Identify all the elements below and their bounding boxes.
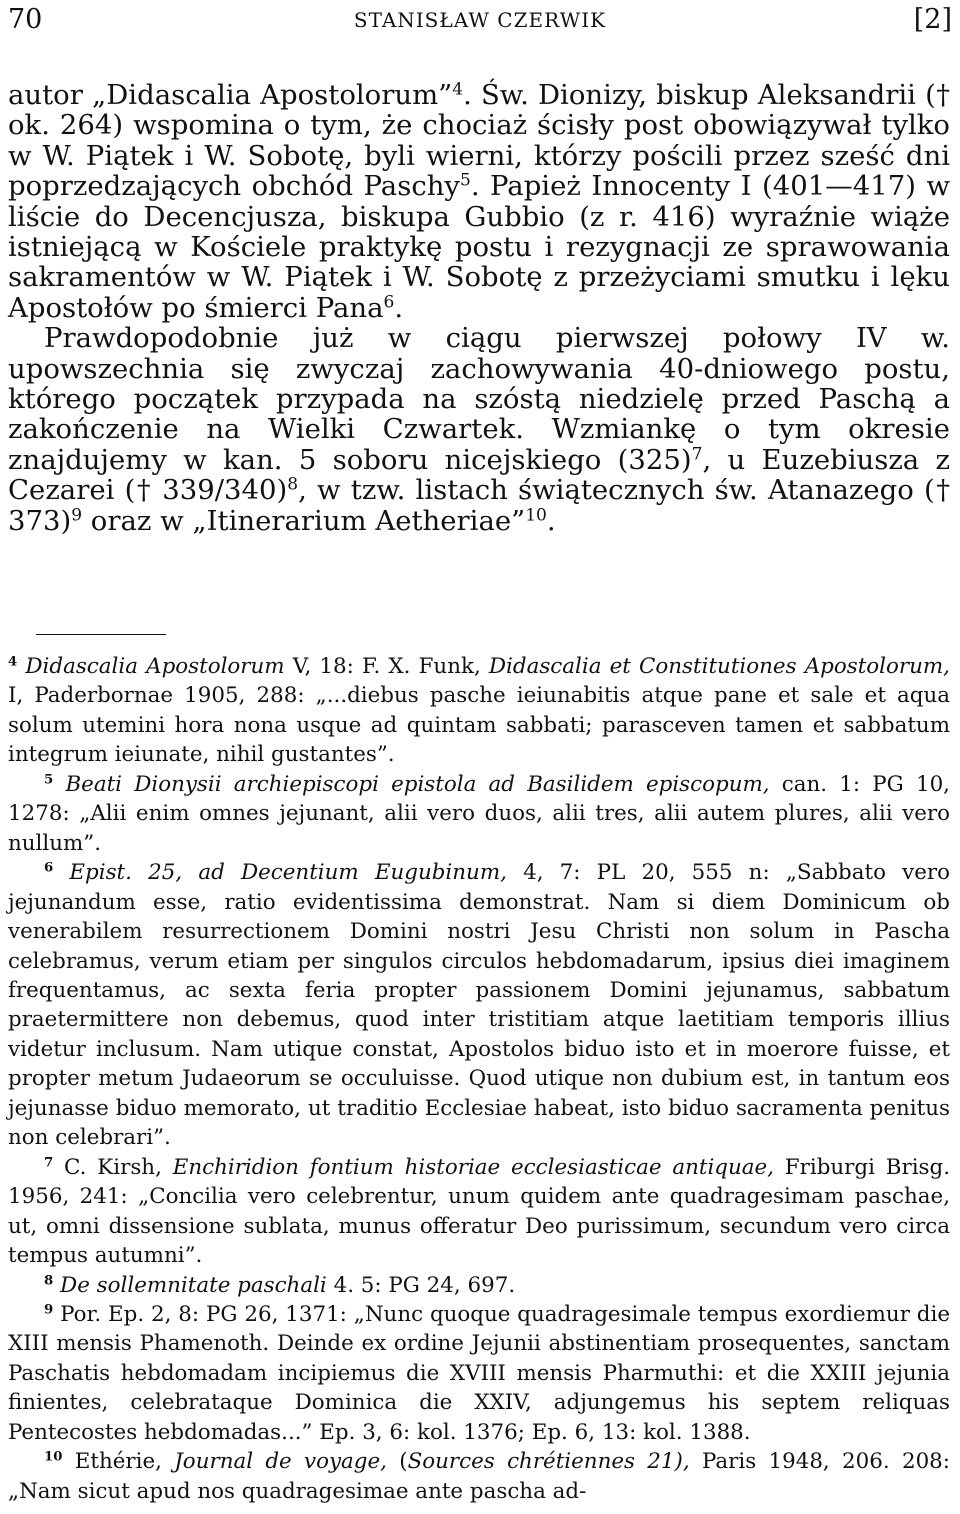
- footnote-ref[interactable]: 8: [287, 474, 299, 495]
- footnote: $^4$ Didascalia Apostolorum V, 18: F. X. Funk, Didascalia et Constitutiones Apostolorum, I, Paderbornae 1905, 288: „...diebus pasche ieiunabitis atque pane et sale et aqua solum utemini hora nona usque ad quintam sabbati; parasceven tamen et sabbatum integrum ieiunate, nihil gustantes”.: [8, 654, 950, 768]
- footnote-ref[interactable]: 7: [691, 444, 703, 465]
- footnote-ref[interactable]: 10: [525, 505, 547, 526]
- footnote-number: 4: [8, 654, 18, 670]
- page-header: [0, 4, 960, 44]
- footnote-number: 8: [44, 1273, 54, 1289]
- paragraph: Prawdopodobnie już w ciągu pierwszej połowy IV w. upowszechnia się zwyczaj zachowywania 40-dniowego postu, którego początek przypada na szóstą niedzielę przed Paschą a zakończenie na Wielki Czwartek. Wzmiankę o tym okresie znajdujemy w kan. 5 soboru nicejskiego $(325)^7$, u Euzebiusza z Cezarei († 339/340)$^8$, w tzw. listach świątecznych św. Atanazego († 373)$^9$ oraz w „Itinerarium Aetheriae”$^{10}$.: [8, 322, 950, 537]
- footnote-number: 10: [44, 1449, 63, 1465]
- paragraph: autor „Didascalia Apostolorum”$^4$. Św. Dionizy, biskup Aleksandrii († ok. 264) wspomina o tym, że chociaż ścisły post obowiązywał tylko w W. Piątek i W. Sobotę, byli wierni, którzy pościli przez sześć dni poprzedzających obchód Paschy$^5$. Papież Innocenty I (401—417) w liście do Decencjusza, biskupa Gubbio (z r. 416) wyraźnie wiąże istniejącą w Kościele praktykę postu i rezygnacji ze sprawowania sakramentów w W. Piątek i W. Sobotę z przeżyciami smutku i lęku Apostołów po śmierci Pana$^6$.: [8, 79, 950, 324]
- footnote: $^8$ De sollemnitate paschali 4. 5: PG 24, 697.: [44, 1272, 516, 1298]
- running-title: STANISŁAW CZERWIK: [353, 8, 607, 32]
- main-text: [8, 80, 950, 536]
- page-number: 70: [8, 4, 43, 35]
- footnotes: [8, 652, 950, 1506]
- footnote-ref[interactable]: 5: [459, 170, 471, 191]
- footnote: $^5$ Beati Dionysii archiepiscopi epistola ad Basilidem episcopum, can. 1: PG 10, 1278: „Alii enim omnes jejunant, alii vero duos, alii tres, alii autem plures, alii vero nullum”.: [8, 771, 950, 856]
- footnote-number: 7: [44, 1155, 54, 1171]
- footnote-number: 6: [44, 860, 54, 876]
- footnote-number: 5: [44, 772, 54, 788]
- footnote-divider: [36, 634, 166, 635]
- footnote: $^{10}$ Ethérie, Journal de voyage, (Sources chrétiennes 21), Paris 1948, 206. 208: „Nam sicut apud nos quadragesimae ante pascha ad-: [8, 1449, 950, 1504]
- section-mark: [2]: [913, 4, 952, 35]
- footnote-ref[interactable]: 9: [71, 505, 83, 526]
- footnote-ref[interactable]: 6: [383, 292, 395, 313]
- footnote: $^9$ Por. Ep. 2, 8: PG 26, 1371: „Nunc quoque quadragesimale tempus exordiemur die XIII mensis Phamenoth. Deinde ex ordine Jejunii abstinentiam prosequentes, sanctam Paschatis hebdomadam incipiemus die XVIII mensis Pharmuthi: et die XXIII jejunia finientes, celebrataque Dominica die XXIV, adjungemus his septem reliquas Pentecostes hebdomadas...” Ep. 3, 6: kol. 1376; Ep. 6, 13: kol. 1388.: [8, 1301, 950, 1445]
- footnote-number: 9: [44, 1302, 54, 1318]
- footnote-ref[interactable]: 4: [452, 79, 464, 100]
- footnote: $^7$ C. Kirsh, Enchiridion fontium historiae ecclesiasticae antiquae, Friburgi Brisg. 1956, 241: „Concilia vero celebrentur, unum quidem ante quadragesimam paschae, ut, omni dissensione sublata, munus offeratur Deo purissimum, secundum vero circa tempus autumni”.: [8, 1154, 951, 1269]
- footnote: $^6$ Epist. 25, ad Decentium Eugubinum, 4, 7: PL 20, 555 n: „Sabbato vero jejunandum esse, ratio evidentissima demonstrat. Nam si diem Dominicum ob venerabilem resurrectionem Domini nostri Jesu Christi non solum in Pascha celebramus, verum etiam per singulos circulos hebdomadarum, ipsius diei imaginem frequentamus, ac sexta feria propter passionem Domini jejunamus, sabbatum praetermittere non debemus, quod inter tristitiam atque laetitiam temporis illius videtur inclusum. Nam utique constat, Apostolos biduo isto et in moerore fuisse, et propter metum Judaeorum se occuluisse. Quod utique non dubium est, in tantum eos jejunasse biduo memorato, ut traditio Ecclesiae habeat, isto biduo sacramenta penitus non celebrari”.: [8, 860, 950, 1151]
